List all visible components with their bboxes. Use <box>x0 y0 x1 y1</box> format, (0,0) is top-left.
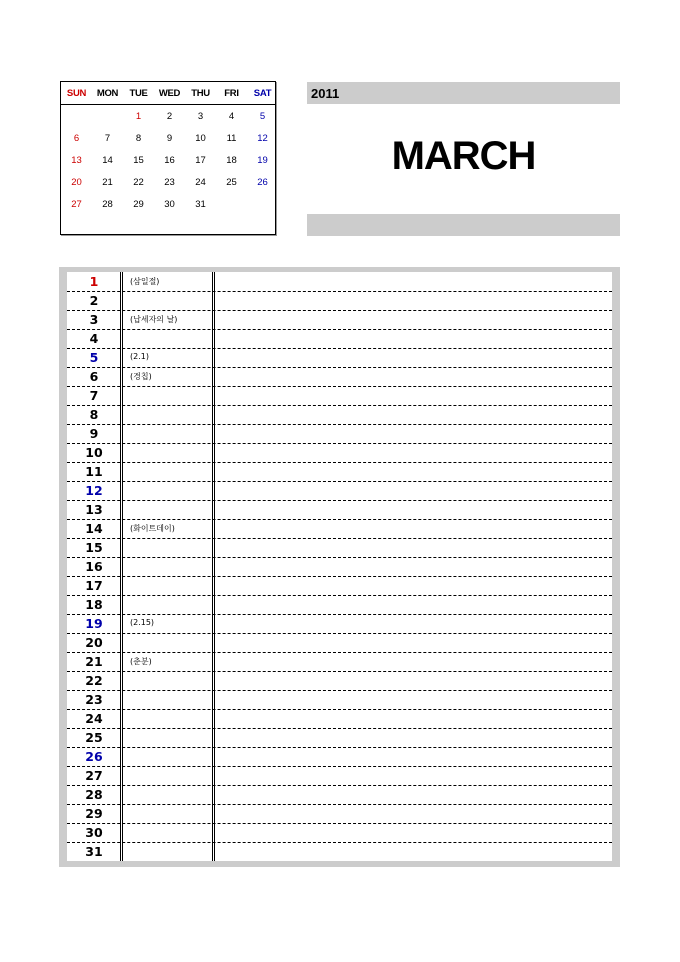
day-row <box>67 633 612 653</box>
day-row <box>67 614 612 634</box>
mini-calendar-day: 2 <box>166 111 173 122</box>
day-note: (2.15) <box>130 618 155 627</box>
day-row <box>67 747 612 767</box>
day-note: (경칩) <box>130 372 152 381</box>
mini-calendar-day: 1 <box>135 111 142 122</box>
day-row <box>67 386 612 406</box>
mini-calendar-day: 15 <box>133 155 144 166</box>
day-number: 26 <box>85 749 103 764</box>
day-row <box>67 443 612 463</box>
day-number: 11 <box>85 464 103 479</box>
day-row <box>67 481 612 501</box>
day-number: 2 <box>89 293 99 308</box>
mini-calendar-day: 27 <box>71 199 82 210</box>
day-row <box>67 538 612 558</box>
day-row <box>67 842 612 861</box>
day-row <box>67 823 612 843</box>
day-row <box>67 291 612 311</box>
day-row <box>67 424 612 444</box>
day-number: 14 <box>85 521 103 536</box>
day-number: 10 <box>85 445 103 460</box>
day-row <box>67 519 612 539</box>
mini-calendar-day: 20 <box>71 177 82 188</box>
day-number: 28 <box>85 787 103 802</box>
weekday-header-fri: FRI <box>224 88 239 99</box>
day-number: 12 <box>85 483 103 498</box>
mini-calendar-day: 5 <box>259 111 266 122</box>
year-label: 2011 <box>311 86 340 101</box>
mini-calendar-day: 12 <box>257 133 268 144</box>
mini-calendar-day: 23 <box>164 177 175 188</box>
mini-calendar-day: 4 <box>228 111 235 122</box>
day-row <box>67 405 612 425</box>
day-number: 15 <box>85 540 103 555</box>
day-number: 27 <box>85 768 103 783</box>
mini-calendar-day: 16 <box>164 155 175 166</box>
mini-calendar-day: 22 <box>133 177 144 188</box>
daily-planner-grid <box>67 272 612 861</box>
day-number: 8 <box>89 407 99 422</box>
day-row <box>67 500 612 520</box>
mini-calendar-day: 19 <box>257 155 268 166</box>
mini-calendar-day: 6 <box>73 133 80 144</box>
day-number: 22 <box>85 673 103 688</box>
day-row <box>67 728 612 748</box>
day-number: 17 <box>85 578 103 593</box>
mini-calendar-day: 26 <box>257 177 268 188</box>
mini-calendar-day: 14 <box>102 155 113 166</box>
header-bottom-bar <box>307 214 620 236</box>
year-bar <box>307 82 620 104</box>
day-number: 6 <box>89 369 99 384</box>
day-number: 5 <box>89 350 99 365</box>
day-number: 29 <box>85 806 103 821</box>
day-row <box>67 785 612 805</box>
mini-calendar-day: 29 <box>133 199 144 210</box>
day-number: 21 <box>85 654 103 669</box>
day-number: 16 <box>85 559 103 574</box>
weekday-header-tue: TUE <box>129 88 148 99</box>
day-number: 13 <box>85 502 103 517</box>
day-row <box>67 804 612 824</box>
mini-calendar-day: 25 <box>226 177 237 188</box>
day-note: (납세자의 날) <box>130 315 178 324</box>
mini-calendar-day: 3 <box>197 111 204 122</box>
day-row <box>67 652 612 672</box>
day-row <box>67 595 612 615</box>
day-number: 30 <box>85 825 103 840</box>
day-row <box>67 310 612 330</box>
mini-calendar-day: 9 <box>166 133 173 144</box>
day-number: 23 <box>85 692 103 707</box>
day-number: 9 <box>89 426 99 441</box>
day-note: (2.1) <box>130 352 149 361</box>
mini-calendar-day: 10 <box>195 133 206 144</box>
day-row <box>67 576 612 596</box>
day-number: 1 <box>89 274 99 289</box>
daily-planner-frame <box>59 267 620 867</box>
day-number: 19 <box>85 616 103 631</box>
mini-calendar-day: 24 <box>195 177 206 188</box>
mini-calendar-day: 8 <box>135 133 142 144</box>
day-note: (춘분) <box>130 657 152 666</box>
day-number: 3 <box>89 312 99 327</box>
mini-calendar-day: 21 <box>102 177 113 188</box>
mini-calendar <box>60 81 276 235</box>
day-row <box>67 462 612 482</box>
day-number: 31 <box>85 844 103 859</box>
mini-calendar-day: 11 <box>226 133 237 144</box>
day-number: 25 <box>85 730 103 745</box>
mini-calendar-day: 18 <box>226 155 237 166</box>
mini-calendar-day: 31 <box>195 199 206 210</box>
weekday-header-sat: SAT <box>253 88 272 99</box>
weekday-header-mon: MON <box>96 88 119 99</box>
day-row <box>67 367 612 387</box>
day-number: 4 <box>89 331 99 346</box>
day-number: 20 <box>85 635 103 650</box>
day-number: 7 <box>89 388 99 403</box>
day-number: 24 <box>85 711 103 726</box>
day-row <box>67 690 612 710</box>
day-row <box>67 272 612 292</box>
mini-calendar-day: 13 <box>71 155 82 166</box>
mini-calendar-day: 7 <box>104 133 111 144</box>
day-row <box>67 348 612 368</box>
weekday-header-thu: THU <box>191 88 210 99</box>
mini-calendar-day: 17 <box>195 155 206 166</box>
day-number: 18 <box>85 597 103 612</box>
mini-calendar-day: 28 <box>102 199 113 210</box>
weekday-header-wed: WED <box>158 88 181 99</box>
day-note: (삼일절) <box>130 277 160 286</box>
weekday-header-sun: SUN <box>66 88 87 99</box>
day-row <box>67 766 612 786</box>
day-row <box>67 329 612 349</box>
day-row <box>67 709 612 729</box>
day-row <box>67 671 612 691</box>
day-note: (화이트데이) <box>130 524 175 533</box>
day-row <box>67 557 612 577</box>
month-title: MARCH <box>391 134 536 178</box>
mini-calendar-day: 30 <box>164 199 175 210</box>
